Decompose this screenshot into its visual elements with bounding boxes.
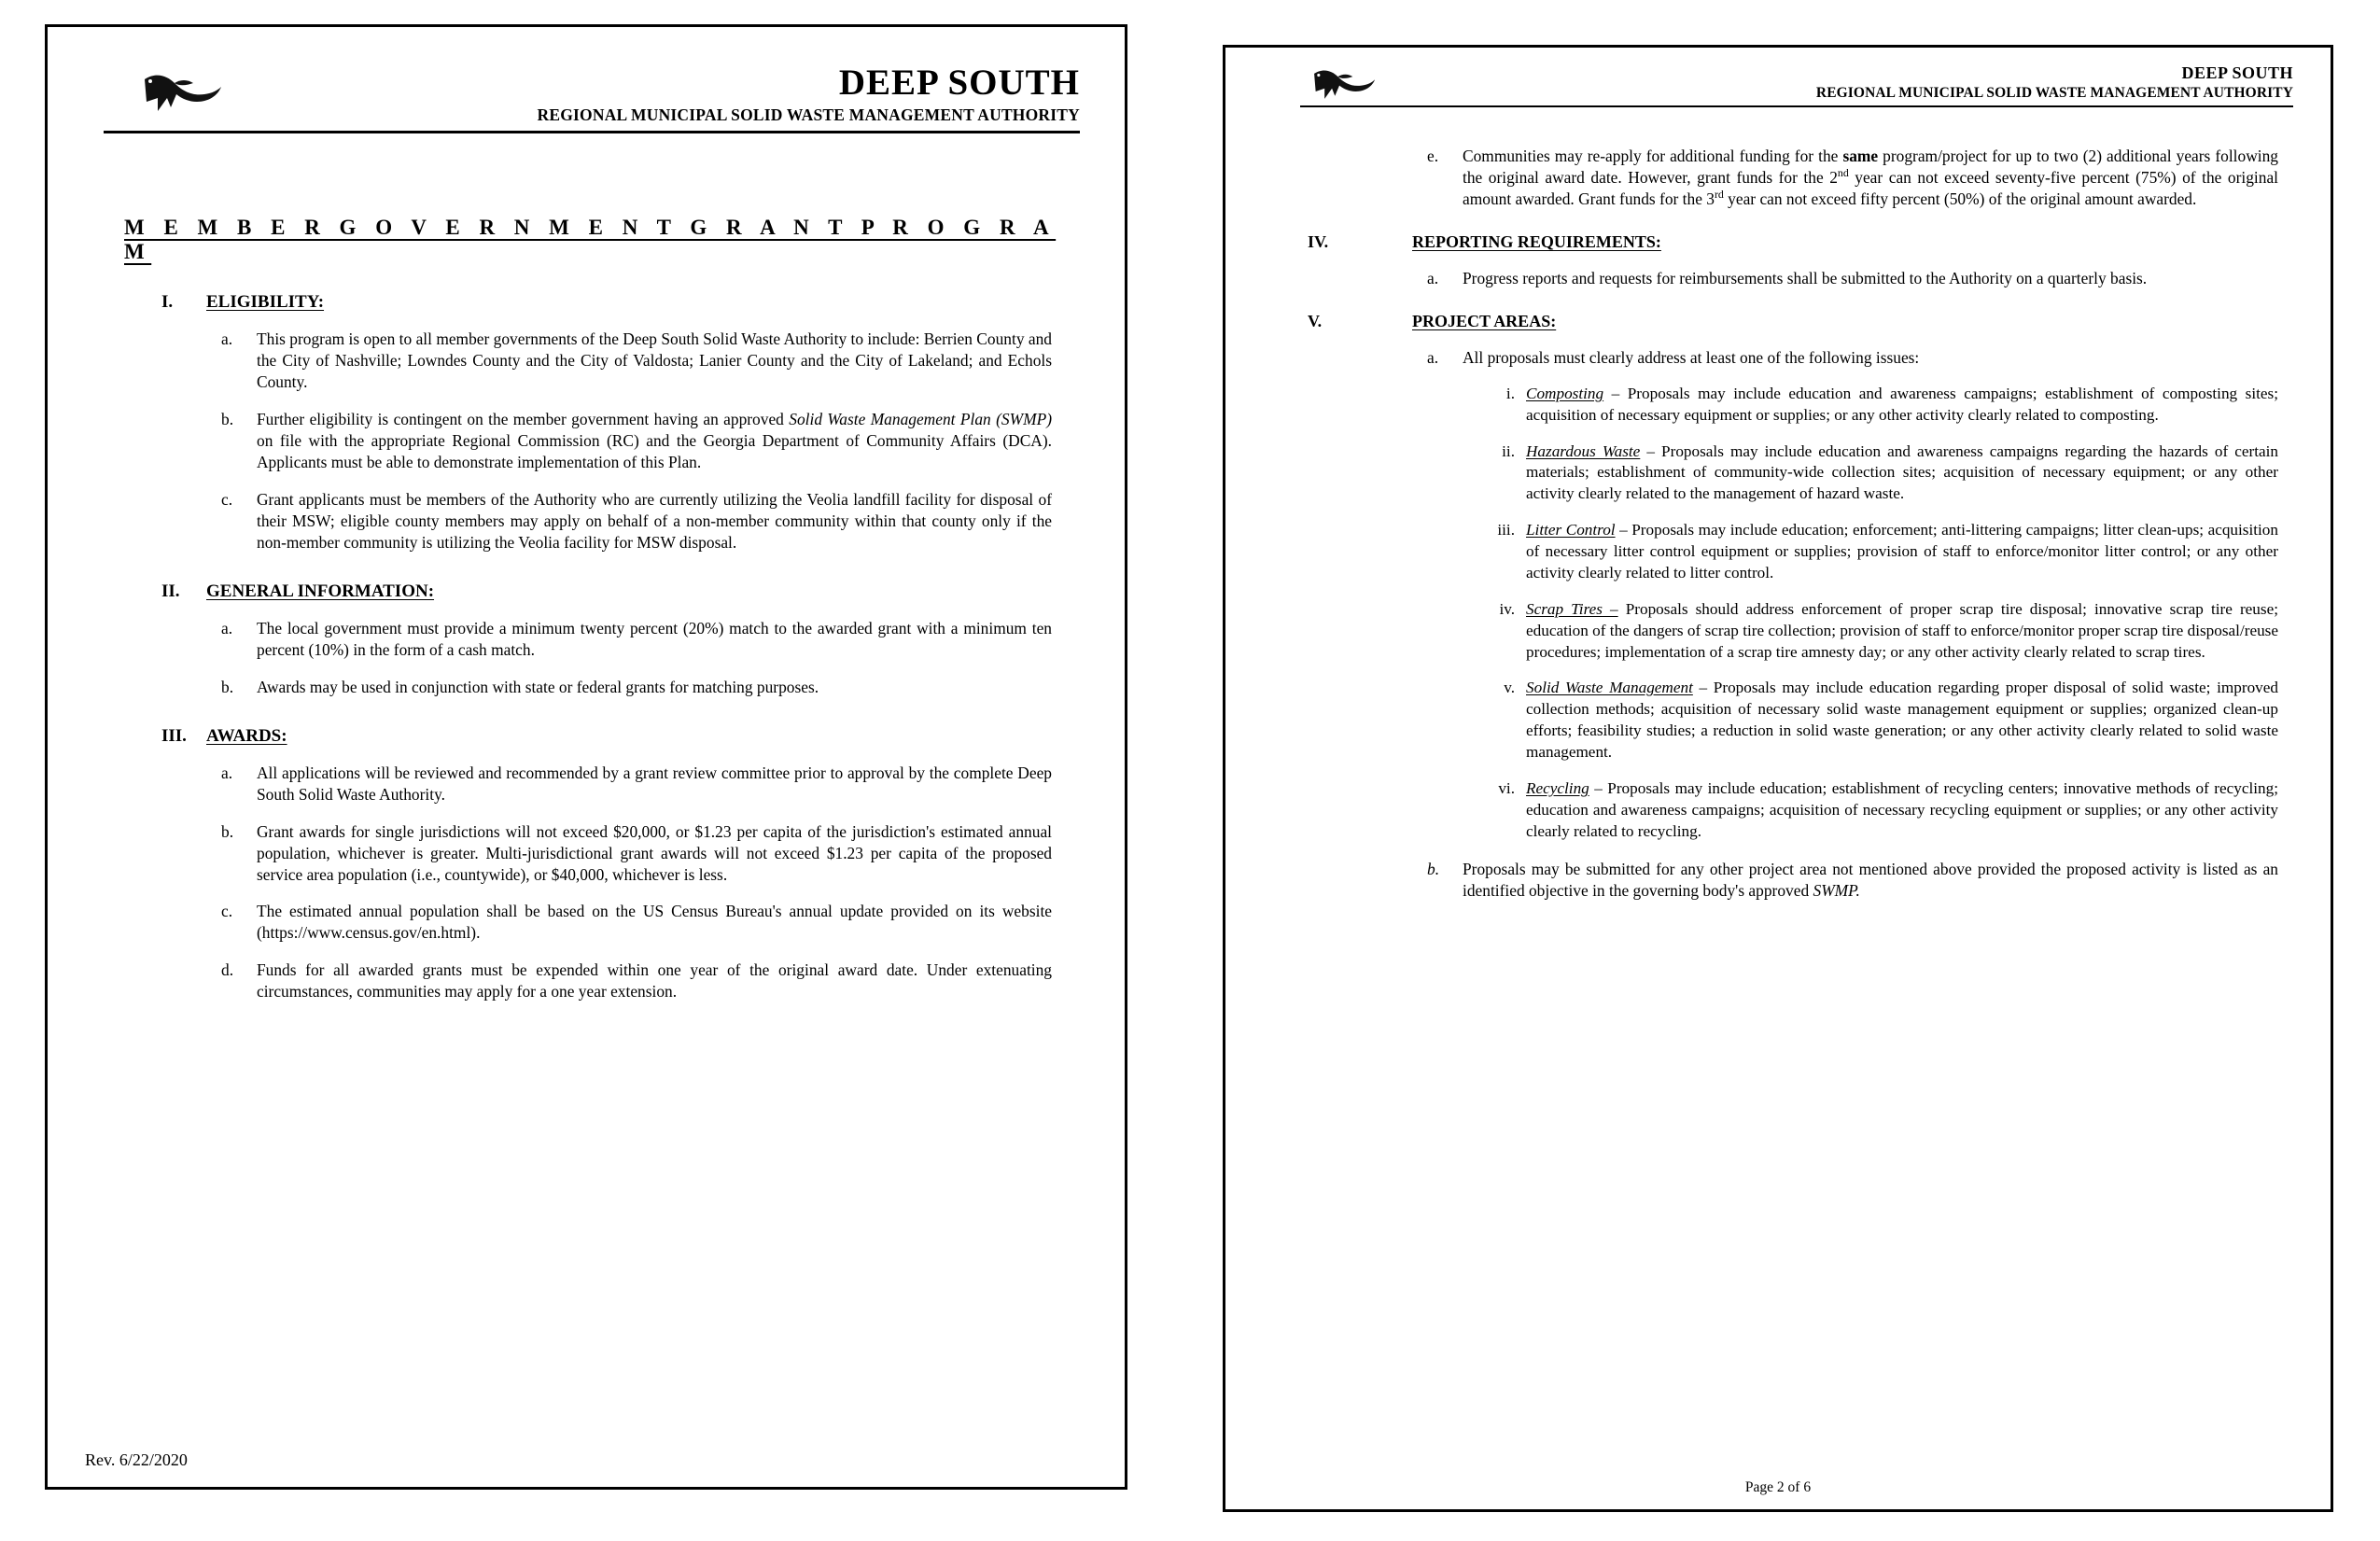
right-page-body (1300, 146, 2293, 902)
project-area-text: – Proposals may include education and awareness campaigns; establishment of composting sites; acquisition of necessary equipment or supplies; or any other activity clearly related to composting. (1526, 384, 2278, 424)
list-item-text: The estimated annual population shall be based on the US Census Bureau's annual update provided on its website (https://www.census.gov/en.html). (257, 902, 1052, 943)
section-title: ELIGIBILITY: (206, 292, 325, 312)
list-item-text: All proposals must clearly address at least one of the following issues: (1463, 347, 1920, 367)
list-marker: a. (221, 329, 233, 348)
project-area-text: Proposals should address enforcement of proper scrap tire disposal; innovative scrap tire reuse; education of the dangers of scrap tire collection; provision of staff to enforce/monitor proper scrap tire disposal/reuse procedures; implementation of a scrap tire amnesty day; or any other activity clearly related to scrap tires. (1526, 599, 2278, 661)
list-marker: c. (221, 489, 233, 509)
project-area-item (1474, 599, 2278, 664)
project-area-item (1474, 678, 2278, 763)
list-item (214, 329, 1052, 393)
list-marker: i. (1505, 384, 1515, 402)
letterhead-secondary (1300, 64, 2293, 130)
revision-footer: Rev. 6/22/2020 (85, 1450, 188, 1469)
list-item-text: Grant applicants must be members of the Authority who are currently utilizing the Veolia landfill facility for disposal of their MSW; eligible county members may apply on behalf of a non-member community within that county only if the non-member community is utilizing the Veolia facility for MSW disposal. (257, 489, 1052, 552)
list-item-text: All applications will be reviewed and recommended by a grant review committee prior to approval by the complete Deep South Solid Waste Authority. (257, 763, 1052, 804)
page-1 (45, 24, 1127, 1490)
list-item (214, 901, 1052, 944)
list-marker: a. (1427, 347, 1439, 367)
project-area-term: Recycling (1526, 778, 1589, 797)
list-item-text: This program is open to all member governments of the Deep South Solid Waste Authority to include: Berrien County and the City of Nashville; Lowndes County and the City of Valdosta; Lanier County and the City of Lakeland; and Echols County. (257, 329, 1052, 391)
section-heading-block (1300, 232, 2293, 252)
project-area-item (1474, 520, 2278, 584)
section-list (1420, 859, 2278, 902)
list-marker: a. (221, 763, 233, 782)
list-marker: d. (221, 960, 234, 980)
list-item (214, 821, 1052, 886)
list-item-text: Further eligibility is contingent on the member government having an approved Solid Waste Management Plan (SWMP) on file with the appropriate Regional Commission (RC) and the Georgia Department of Community Affairs (DCA). Applicants must be able to demonstrate implementation of this Plan. (257, 409, 1052, 471)
project-area-text: – Proposals may include education and awareness campaigns regarding the hazards of certain materials; establishment of community-wide collection sites; acquisition of necessary equipment; or any other activity clearly related to the management of hazard waste. (1526, 441, 2279, 503)
project-area-term: Solid Waste Management (1526, 679, 1693, 697)
list-item-text: Grant awards for single jurisdictions will not exceed $20,000, or $1.23 per capita of the jurisdiction's estimated annual population, whichever is greater. Multi-jurisdictional grant awards will not exceed $1.23 per capita of the proposed service area population (i.e., countywide), or $40,000, whichever is less. (257, 821, 1052, 884)
left-page-body (104, 292, 1080, 1002)
project-area-term: Scrap Tires – (1526, 599, 1618, 618)
brand-title: DEEP SOUTH (838, 63, 1080, 103)
list-marker: b. (221, 409, 234, 428)
section-numeral: V. (1308, 311, 1323, 330)
project-area-text: – Proposals may include education; establishment of recycling centers; innovative methods of recycling; education and awareness campaigns; acquisition of necessary recycling equipment or supplies; or any other activity clearly related to recycling. (1526, 778, 2278, 840)
section-list (1420, 268, 2278, 289)
section-list (214, 618, 1052, 698)
list-item-text: Progress reports and requests for reimbursements shall be submitted to the Authority on a quarterly basis. (1463, 268, 2148, 287)
list-marker: b. (1427, 859, 1440, 878)
section-list (1420, 347, 2278, 369)
continued-list (1420, 146, 2278, 210)
section-heading-block (1300, 312, 2293, 331)
section-list (214, 329, 1052, 553)
project-area-item (1474, 778, 2278, 843)
list-marker: a. (1427, 268, 1439, 287)
header-divider (1300, 105, 2293, 107)
list-item (214, 763, 1052, 806)
section-title: GENERAL INFORMATION: (206, 581, 435, 601)
project-area-term: Composting (1526, 384, 1604, 402)
list-item (1420, 146, 2278, 210)
list-item (1420, 859, 2278, 902)
list-item (214, 960, 1052, 1002)
list-item-text: Funds for all awarded grants must be expended within one year of the original award date. Under extenuating circumstances, communities may apply for a one year extension. (257, 960, 1052, 1002)
project-area-term: Hazardous Waste (1526, 441, 1641, 460)
section-heading-block (104, 292, 1080, 313)
letterhead (104, 64, 1080, 176)
list-marker: e. (1427, 147, 1439, 165)
page-number-footer: Page 2 of 6 (1744, 1479, 1812, 1495)
list-item-text: The local government must provide a minimum twenty percent (20%) match to the awarded grant with a minimum ten percent (10%) in the form of a cash match. (257, 618, 1052, 659)
list-marker: a. (221, 618, 233, 637)
list-item-text: Communities may re-apply for additional funding for the same program/project for up to two (2) additional years following the original award date. However, grant funds for the 2nd year can not exceed seventy-five percent (75%) of the original amount awarded. Grant funds for the 3rd year can not exceed fifty percent (50%) of the original amount awarded. (1463, 147, 2278, 208)
list-item (1420, 268, 2278, 289)
project-area-text: – Proposals may include education; enforcement; anti-littering campaigns; litter clean-ups; acquisition of necessary litter control equipment or supplies; provision of staff to enforce/monitor litter control; or any other activity clearly related to litter control. (1526, 521, 2278, 581)
section-title: REPORTING REQUIREMENTS: (1412, 231, 1661, 251)
section-heading-block (104, 726, 1080, 747)
list-item-text: Awards may be used in conjunction with state or federal grants for matching purposes. (257, 677, 819, 696)
page-title: M E M B E R G O V E R N M E N T G R A N T P R O G R A M (124, 216, 1057, 263)
project-area-item (1474, 384, 2278, 427)
list-item (214, 489, 1052, 553)
project-area-text: – Proposals may include education regarding proper disposal of solid waste; improved collection methods; acquisition of necessary solid waste management equipment or supplies; organized clean-up efforts; feasibility studies; a reduction in solid waste generation; or any other activity clearly related to solid waste management. (1526, 679, 2278, 762)
list-item-text: Proposals may be submitted for any other project area not mentioned above provided the proposed activity is listed as an identified objective in the governing body's approved SWMP. (1463, 859, 2278, 900)
list-marker: v. (1504, 679, 1515, 697)
header-divider (104, 131, 1080, 133)
section-numeral: I. (161, 292, 174, 312)
flying-bird-icon (139, 70, 223, 124)
section-numeral: IV. (1308, 231, 1329, 251)
list-item (214, 409, 1052, 473)
brand-subtitle: REGIONAL MUNICIPAL SOLID WASTE MANAGEMENT AUTHORITY (1815, 84, 2293, 101)
list-marker: iii. (1497, 521, 1515, 539)
list-item (214, 677, 1052, 698)
list-item (214, 618, 1052, 661)
list-marker: b. (221, 821, 234, 841)
project-area-list (1474, 384, 2278, 843)
section-heading-block (104, 581, 1080, 602)
section-title: AWARDS: (206, 725, 287, 746)
project-area-item (1474, 441, 2278, 506)
list-marker: c. (221, 902, 233, 921)
list-marker: b. (221, 677, 234, 696)
list-marker: vi. (1498, 778, 1515, 797)
list-item (1420, 347, 2278, 369)
brand-subtitle: REGIONAL MUNICIPAL SOLID WASTE MANAGEMENT AUTHORITY (537, 105, 1080, 124)
page-2 (1223, 45, 2333, 1512)
flying-bird-icon (1309, 66, 1377, 109)
project-area-term: Litter Control (1526, 521, 1616, 539)
section-numeral: III. (161, 725, 187, 746)
brand-title: DEEP SOUTH (2181, 63, 2293, 82)
section-title: PROJECT AREAS: (1412, 311, 1557, 330)
section-numeral: II. (161, 581, 180, 601)
list-marker: ii. (1502, 441, 1515, 460)
section-list (214, 763, 1052, 1003)
list-marker: iv. (1499, 599, 1515, 618)
